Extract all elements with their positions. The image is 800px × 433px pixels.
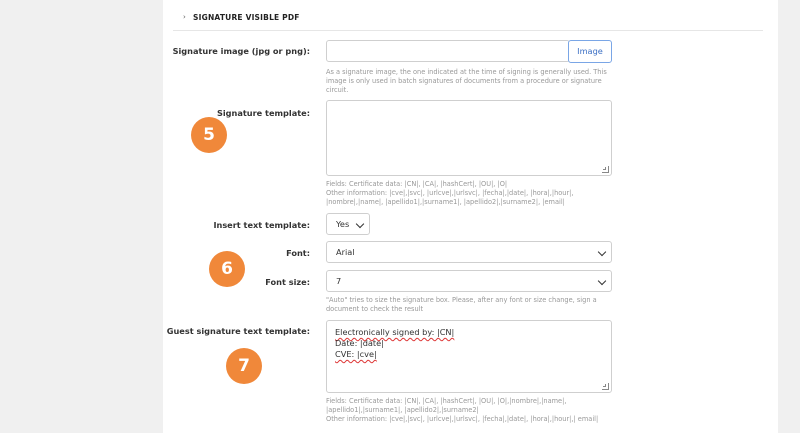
chevron-down-icon [598, 277, 606, 285]
signature-template-help-other: Other information: |cve|,|svc|, |urlcve|,|urlsvc|, |fecha|,|date|, |hora|,|hour|, |nombre|,|name|, |apellido1|,|surname1|, |apellido2|,|surname2|, |email| [326, 188, 574, 206]
settings-panel [163, 0, 778, 433]
signature-template-help-fields: Fields: Certificate data: |CN|, |CA|, |hashCert|, |OU|, |O| [326, 180, 508, 188]
caret-icon: › [183, 13, 186, 21]
font-size-select[interactable] [326, 270, 612, 292]
step-badge-7: 7 [226, 348, 262, 384]
guest-template-help [326, 397, 616, 423]
step-badge-5: 5 [191, 117, 227, 153]
guest-template-line: CVE: |cve| [335, 349, 377, 359]
guest-template-textarea[interactable] [326, 320, 612, 393]
signature-template-help [326, 180, 616, 206]
chevron-down-icon [356, 220, 364, 228]
chevron-down-icon [598, 248, 606, 256]
guest-template-content [335, 327, 454, 360]
font-size-value: 7 [336, 276, 342, 286]
insert-text-template-label: Insert text template: [213, 220, 310, 230]
font-select[interactable] [326, 241, 612, 263]
font-size-label: Font size: [265, 277, 310, 287]
insert-text-template-select[interactable] [326, 213, 370, 235]
font-size-help: "Auto" tries to size the signature box. Please, after any font or size change, sign a document to check the result [326, 296, 597, 313]
guest-template-line: Date: |date| [335, 338, 384, 348]
signature-image-label: Signature image (jpg or png): [172, 46, 310, 56]
section-title: SIGNATURE VISIBLE PDF [193, 13, 300, 22]
image-button[interactable]: Image [568, 40, 612, 63]
insert-text-template-value: Yes [336, 219, 350, 229]
resize-grip-icon[interactable] [602, 383, 609, 390]
step-badge-6: 6 [209, 251, 245, 287]
guest-template-help-fields: Fields: Certificate data: |CN|, |CA|, |hashCert|, |OU|, |O|,|nombre|,|name|, |apellido1|,|surname1|, |apellido2|,|surname2| [326, 397, 567, 414]
font-value: Arial [336, 247, 355, 257]
resize-grip-icon[interactable] [602, 166, 609, 173]
signature-template-textarea[interactable] [326, 100, 612, 176]
font-label: Font: [286, 248, 310, 258]
section-header[interactable] [173, 12, 763, 31]
signature-template-label: Signature template: [216, 108, 310, 118]
signature-image-input[interactable] [326, 40, 570, 62]
guest-template-help-other: Other information: |cve|,|svc|, |urlcve|,|urlsvc|, |fecha|,|date|, |hora|,|hour|,| email| [326, 414, 599, 423]
signature-image-help: As a signature image, the one indicated at the time of signing is generally used. This image is only used in batch signatures of documents from a procedure or signature circuit. [326, 68, 607, 94]
guest-template-line: Electronically signed by: |CN| [335, 327, 455, 337]
guest-template-label: Guest signature text template: [166, 326, 310, 336]
